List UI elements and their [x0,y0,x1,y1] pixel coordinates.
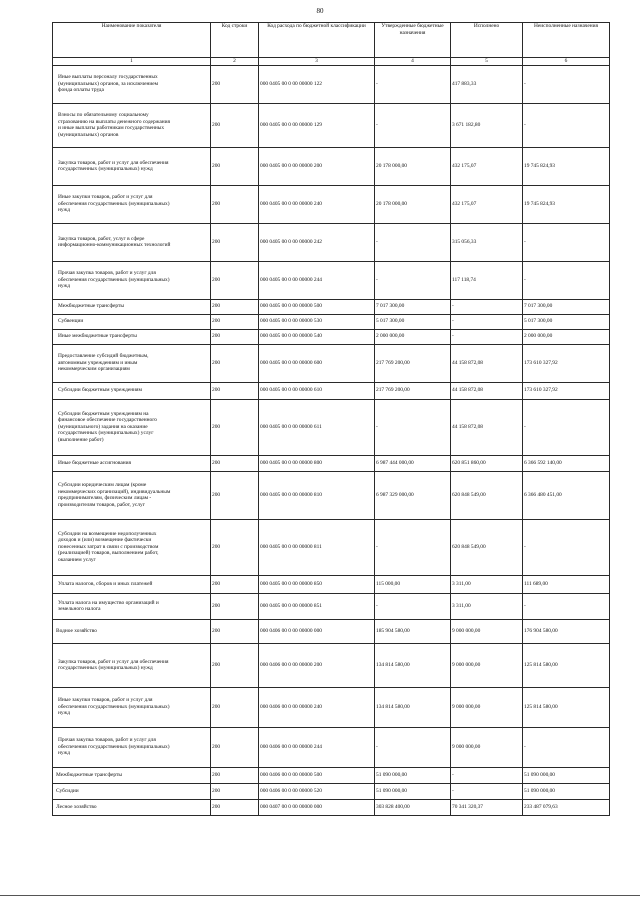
classification-code-cell: 000 0406 00 0 00 00000 000 [259,619,375,643]
classification-code-cell: 000 0405 00 0 00 00000 540 [259,329,375,344]
indicator-name-line: некоммерческим организациям [58,366,130,373]
indicator-name-line: Уплата налога на имущество организаций и [58,599,159,606]
indicator-name-line: производителям товаров, работ, услуг [58,501,145,508]
indicator-name-line: Предоставление субсидий бюджетным, [58,353,149,360]
indicator-name-cell [53,399,211,455]
indicator-name-line: нужд [58,283,70,290]
line-code-cell: 200 [211,619,259,643]
table-row [53,455,610,471]
indicator-name-line: Субсидии бюджетным учреждениям на [58,410,149,417]
page-number: 80 [316,7,324,15]
indicator-name-line: информационно-коммуникационных технологий [58,242,171,249]
column-number: 4 [375,58,451,66]
line-code-cell: 200 [211,399,259,455]
indicator-name-line: понесенных затрат в связи с производством [58,543,159,550]
line-code-cell: 200 [211,643,259,687]
table-body [53,65,610,815]
column-number: 3 [259,58,375,66]
table-row [53,382,610,399]
indicator-name-line: Взносы по обязательному социальному [58,111,149,118]
indicator-name-line: Субсидии [56,787,79,794]
indicator-name-line: Иные межбюджетные трансферты [58,333,137,340]
approved-amount-cell: 185 904 580,00 [375,619,451,643]
executed-amount-cell: 9 000 000,00 [451,687,523,727]
line-code-cell: 200 [211,767,259,783]
classification-code-cell: 000 0405 00 0 00 00000 122 [259,65,375,103]
indicator-name-cell [53,344,211,382]
executed-amount-cell: 432 175,07 [451,185,523,223]
table-row [53,223,610,261]
table-row [53,593,610,619]
classification-code-cell: 000 0405 00 0 00 00000 200 [259,147,375,185]
approved-amount-cell: 51 090 000,00 [375,767,451,783]
classification-code-cell: 000 0405 00 0 00 00000 244 [259,261,375,299]
executed-amount-cell: 70 341 320,37 [451,799,523,815]
unexecuted-amount-cell: - [523,519,610,575]
unexecuted-amount-cell: 125 814 580,00 [523,643,610,687]
classification-code-cell: 000 0405 00 0 00 00000 129 [259,103,375,147]
unexecuted-amount-cell: - [523,261,610,299]
indicator-name-line: и иные выплаты работникам государственных [58,125,165,132]
classification-code-cell: 000 0406 00 0 00 00000 520 [259,783,375,799]
approved-amount-cell: - [375,593,451,619]
executed-amount-cell: - [451,299,523,314]
indicator-name-line: Прочая закупка товаров, работ и услуг для [58,270,156,277]
approved-amount-cell: - [375,519,451,575]
unexecuted-amount-cell: - [523,65,610,103]
line-code-cell: 200 [211,471,259,519]
line-code-cell: 200 [211,147,259,185]
indicator-name-cell [53,593,211,619]
executed-amount-cell: 9 000 000,00 [451,619,523,643]
column-number: 6 [523,58,610,66]
classification-code-cell: 000 0405 00 0 00 00000 851 [259,593,375,619]
line-code-cell: 200 [211,727,259,767]
table-row [53,783,610,799]
unexecuted-amount-cell: 173 610 327,92 [523,344,610,382]
page-bottom-rule [0,895,640,896]
indicator-name-line: Лесное хозяйство [56,803,97,810]
approved-amount-cell: 6 987 329 000,00 [375,471,451,519]
executed-amount-cell: 117 118,74 [451,261,523,299]
header-row [53,23,610,58]
table-row [53,471,610,519]
indicator-name-cell [53,643,211,687]
table-row [53,799,610,815]
executed-amount-cell: 315 056,33 [451,223,523,261]
classification-code-cell: 000 0406 00 0 00 00000 200 [259,643,375,687]
column-number: 1 [53,58,211,66]
executed-amount-cell: 3 311,00 [451,593,523,619]
approved-amount-cell: 2 000 000,00 [375,329,451,344]
indicator-name-cell [53,519,211,575]
indicator-name-cell [53,455,211,471]
table-row [53,299,610,314]
header-executed: Исполнено [451,23,523,58]
indicator-name-cell [53,223,211,261]
unexecuted-amount-cell: 125 814 580,00 [523,687,610,727]
line-code-cell: 200 [211,299,259,314]
line-code-cell: 200 [211,575,259,593]
indicator-name-line: оказанием услуг [58,556,96,563]
unexecuted-amount-cell: 51 090 000,00 [523,783,610,799]
approved-amount-cell: - [375,399,451,455]
indicator-name-line: Субсидии на возмещение недополученных [58,530,157,537]
approved-amount-cell: - [375,103,451,147]
header-classification-code: Код расхода по бюджетной классификации [259,23,375,58]
header-unexecuted: Неисполненные назначения [523,23,610,58]
approved-amount-cell: 20 178 000,00 [375,185,451,223]
indicator-name-line: финансовое обеспечение государственного [58,417,157,424]
executed-amount-cell: 9 000 000,00 [451,727,523,767]
indicator-name-cell [53,261,211,299]
indicator-name-line: Закупка товаров, работ и услуг для обеспечения [58,658,169,665]
classification-code-cell: 000 0405 00 0 00 00000 611 [259,399,375,455]
unexecuted-amount-cell: - [523,727,610,767]
header-name: Наименование показателя [53,23,211,58]
executed-amount-cell: 417 883,33 [451,65,523,103]
indicator-name-line: Закупка товаров, работ и услуг для обеспечения [58,159,169,166]
line-code-cell: 200 [211,261,259,299]
indicator-name-line: (выполнение работ) [58,436,104,443]
executed-amount-cell: 3 311,00 [451,575,523,593]
indicator-name-line: Субсидии юридическим лицам (кроме [58,481,147,488]
indicator-name-cell [53,727,211,767]
indicator-name-line: Межбюджетные трансферты [58,303,124,310]
unexecuted-amount-cell: 233 487 079,63 [523,799,610,815]
executed-amount-cell: 620 848 549,00 [451,471,523,519]
approved-amount-cell: 20 178 000,00 [375,147,451,185]
indicator-name-line: государственных (муниципальных) нужд [58,166,153,173]
indicator-name-cell [53,619,211,643]
header-line-code: Код строки [211,23,259,58]
table-row [53,519,610,575]
unexecuted-amount-cell: 19 745 824,93 [523,185,610,223]
indicator-name-cell [53,382,211,399]
table-row [53,399,610,455]
line-code-cell: 200 [211,344,259,382]
classification-code-cell: 000 0406 00 0 00 00000 244 [259,727,375,767]
indicator-name-line: обеспечения государственных (муниципальных) [58,200,170,207]
unexecuted-amount-cell: - [523,103,610,147]
indicator-name-cell [53,575,211,593]
approved-amount-cell: - [375,65,451,103]
indicator-name-cell [53,147,211,185]
line-code-cell: 200 [211,185,259,223]
line-code-cell: 200 [211,593,259,619]
executed-amount-cell: 9 000 000,00 [451,643,523,687]
column-number: 5 [451,58,523,66]
indicator-name-line: обеспечения государственных (муниципальных) [58,703,170,710]
executed-amount-cell: 44 158 872,08 [451,382,523,399]
indicator-name-line: нужд [58,207,70,214]
indicator-name-cell [53,767,211,783]
indicator-name-line: Иные бюджетные ассигнования [58,459,131,466]
classification-code-cell: 000 0407 00 0 00 00000 000 [259,799,375,815]
unexecuted-amount-cell: - [523,399,610,455]
unexecuted-amount-cell: 5 017 300,00 [523,314,610,329]
approved-amount-cell: 7 017 300,00 [375,299,451,314]
unexecuted-amount-cell: - [523,593,610,619]
indicator-name-line: страхованию на выплаты денежного содержания [58,118,171,125]
executed-amount-cell: - [451,783,523,799]
indicator-name-line: Иные закупки товаров, работ и услуг для [58,697,153,704]
line-code-cell: 200 [211,103,259,147]
table-row [53,767,610,783]
line-code-cell: 200 [211,783,259,799]
indicator-name-line: нужд [58,750,70,757]
approved-amount-cell: 217 769 200,00 [375,382,451,399]
classification-code-cell: 000 0405 00 0 00 00000 530 [259,314,375,329]
table-row [53,261,610,299]
indicator-name-line: Субвенции [58,318,84,325]
classification-code-cell: 000 0405 00 0 00 00000 810 [259,471,375,519]
unexecuted-amount-cell: - [523,223,610,261]
table-row [53,329,610,344]
unexecuted-amount-cell: 51 090 000,00 [523,767,610,783]
header-approved: Утвержденные бюджетные назначения [375,23,451,58]
table-row [53,344,610,382]
approved-amount-cell: - [375,223,451,261]
table-row [53,643,610,687]
unexecuted-amount-cell: 111 689,00 [523,575,610,593]
executed-amount-cell: - [451,314,523,329]
unexecuted-amount-cell: 7 017 300,00 [523,299,610,314]
indicator-name-line: некоммерческих организаций), индивидуальным [58,488,171,495]
classification-code-cell: 000 0405 00 0 00 00000 600 [259,344,375,382]
indicator-name-line: Иные выплаты персоналу государственных [58,74,158,81]
executed-amount-cell: 3 671 182,80 [451,103,523,147]
executed-amount-cell: 620 851 860,00 [451,455,523,471]
classification-code-cell: 000 0406 00 0 00 00000 500 [259,767,375,783]
indicator-name-line: обеспечения государственных (муниципальных) [58,743,170,750]
unexecuted-amount-cell: 6 366 480 451,00 [523,471,610,519]
indicator-name-line: государственных (муниципальных) услуг [58,430,154,437]
indicator-name-line: (реализацией) товаров, выполнением работ, [58,550,159,557]
line-code-cell: 200 [211,455,259,471]
approved-amount-cell: 5 017 300,00 [375,314,451,329]
indicator-name-line: Иные закупки товаров, работ и услуг для [58,194,153,201]
unexecuted-amount-cell: 2 000 000,00 [523,329,610,344]
indicator-name-line: Закупка товаров, работ, услуг в сфере [58,235,145,242]
classification-code-cell: 000 0405 00 0 00 00000 240 [259,185,375,223]
indicator-name-cell [53,799,211,815]
approved-amount-cell: - [375,727,451,767]
line-code-cell: 200 [211,314,259,329]
line-code-cell: 200 [211,519,259,575]
table-row [53,147,610,185]
indicator-name-line: автономным учреждениям и иным [58,359,138,366]
indicator-name-line: Водное хозяйство [56,627,97,634]
indicator-name-cell [53,299,211,314]
indicator-name-cell [53,185,211,223]
indicator-name-line: (муниципальных) органов, за исключением [58,80,159,87]
indicator-name-cell [53,783,211,799]
column-number-row [53,58,610,66]
table-row [53,727,610,767]
line-code-cell: 200 [211,799,259,815]
indicator-name-line: предпринимателям, физическим лицам - [58,495,152,502]
executed-amount-cell: - [451,767,523,783]
indicator-name-cell [53,65,211,103]
indicator-name-cell [53,103,211,147]
indicator-name-line: обеспечения государственных (муниципальных) [58,276,170,283]
indicator-name-cell [53,314,211,329]
line-code-cell: 200 [211,223,259,261]
approved-amount-cell: 134 814 580,00 [375,643,451,687]
approved-amount-cell: 303 828 400,00 [375,799,451,815]
executed-amount-cell: - [451,329,523,344]
approved-amount-cell: 6 987 444 000,00 [375,455,451,471]
unexecuted-amount-cell: 173 610 327,92 [523,382,610,399]
table-row [53,619,610,643]
indicator-name-cell [53,471,211,519]
indicator-name-line: доходов и (или) возмещение фактически [58,537,152,544]
table-row [53,314,610,329]
line-code-cell: 200 [211,382,259,399]
approved-amount-cell: 51 090 000,00 [375,783,451,799]
table-row [53,103,610,147]
classification-code-cell: 000 0405 00 0 00 00000 850 [259,575,375,593]
indicator-name-line: (муниципальных) органов [58,131,119,138]
line-code-cell: 200 [211,687,259,727]
unexecuted-amount-cell: 176 904 580,00 [523,619,610,643]
indicator-name-line: Прочая закупка товаров, работ и услуг для [58,737,156,744]
classification-code-cell: 000 0406 00 0 00 00000 240 [259,687,375,727]
classification-code-cell: 000 0405 00 0 00 00000 242 [259,223,375,261]
indicator-name-line: (муниципального) задания на оказание [58,423,148,430]
approved-amount-cell: 134 814 580,00 [375,687,451,727]
line-code-cell: 200 [211,65,259,103]
executed-amount-cell: 620 848 549,00 [451,519,523,575]
indicator-name-line: нужд [58,710,70,717]
table-row [53,575,610,593]
table-row [53,65,610,103]
executed-amount-cell: 432 175,07 [451,147,523,185]
classification-code-cell: 000 0405 00 0 00 00000 800 [259,455,375,471]
classification-code-cell: 000 0405 00 0 00 00000 500 [259,299,375,314]
indicator-name-line: Межбюджетные трансферты [56,771,122,778]
classification-code-cell: 000 0405 00 0 00 00000 610 [259,382,375,399]
table-row [53,687,610,727]
indicator-name-line: Субсидии бюджетным учреждениям [58,387,142,394]
indicator-name-cell [53,687,211,727]
budget-execution-table [52,22,610,816]
indicator-name-line: земельного налога [58,606,101,613]
executed-amount-cell: 44 158 872,08 [451,399,523,455]
column-number: 2 [211,58,259,66]
approved-amount-cell: - [375,261,451,299]
indicator-name-line: фонда оплаты труда [58,87,104,94]
line-code-cell: 200 [211,329,259,344]
unexecuted-amount-cell: 6 366 592 140,00 [523,455,610,471]
indicator-name-line: государственных (муниципальных) нужд [58,665,153,672]
approved-amount-cell: 115 000,00 [375,575,451,593]
indicator-name-line: Уплата налогов, сборов и иных платежей [58,580,153,587]
classification-code-cell: 000 0405 00 0 00 00000 811 [259,519,375,575]
executed-amount-cell: 44 158 872,08 [451,344,523,382]
approved-amount-cell: 217 769 200,00 [375,344,451,382]
unexecuted-amount-cell: 19 745 824,93 [523,147,610,185]
table-row [53,185,610,223]
indicator-name-cell [53,329,211,344]
